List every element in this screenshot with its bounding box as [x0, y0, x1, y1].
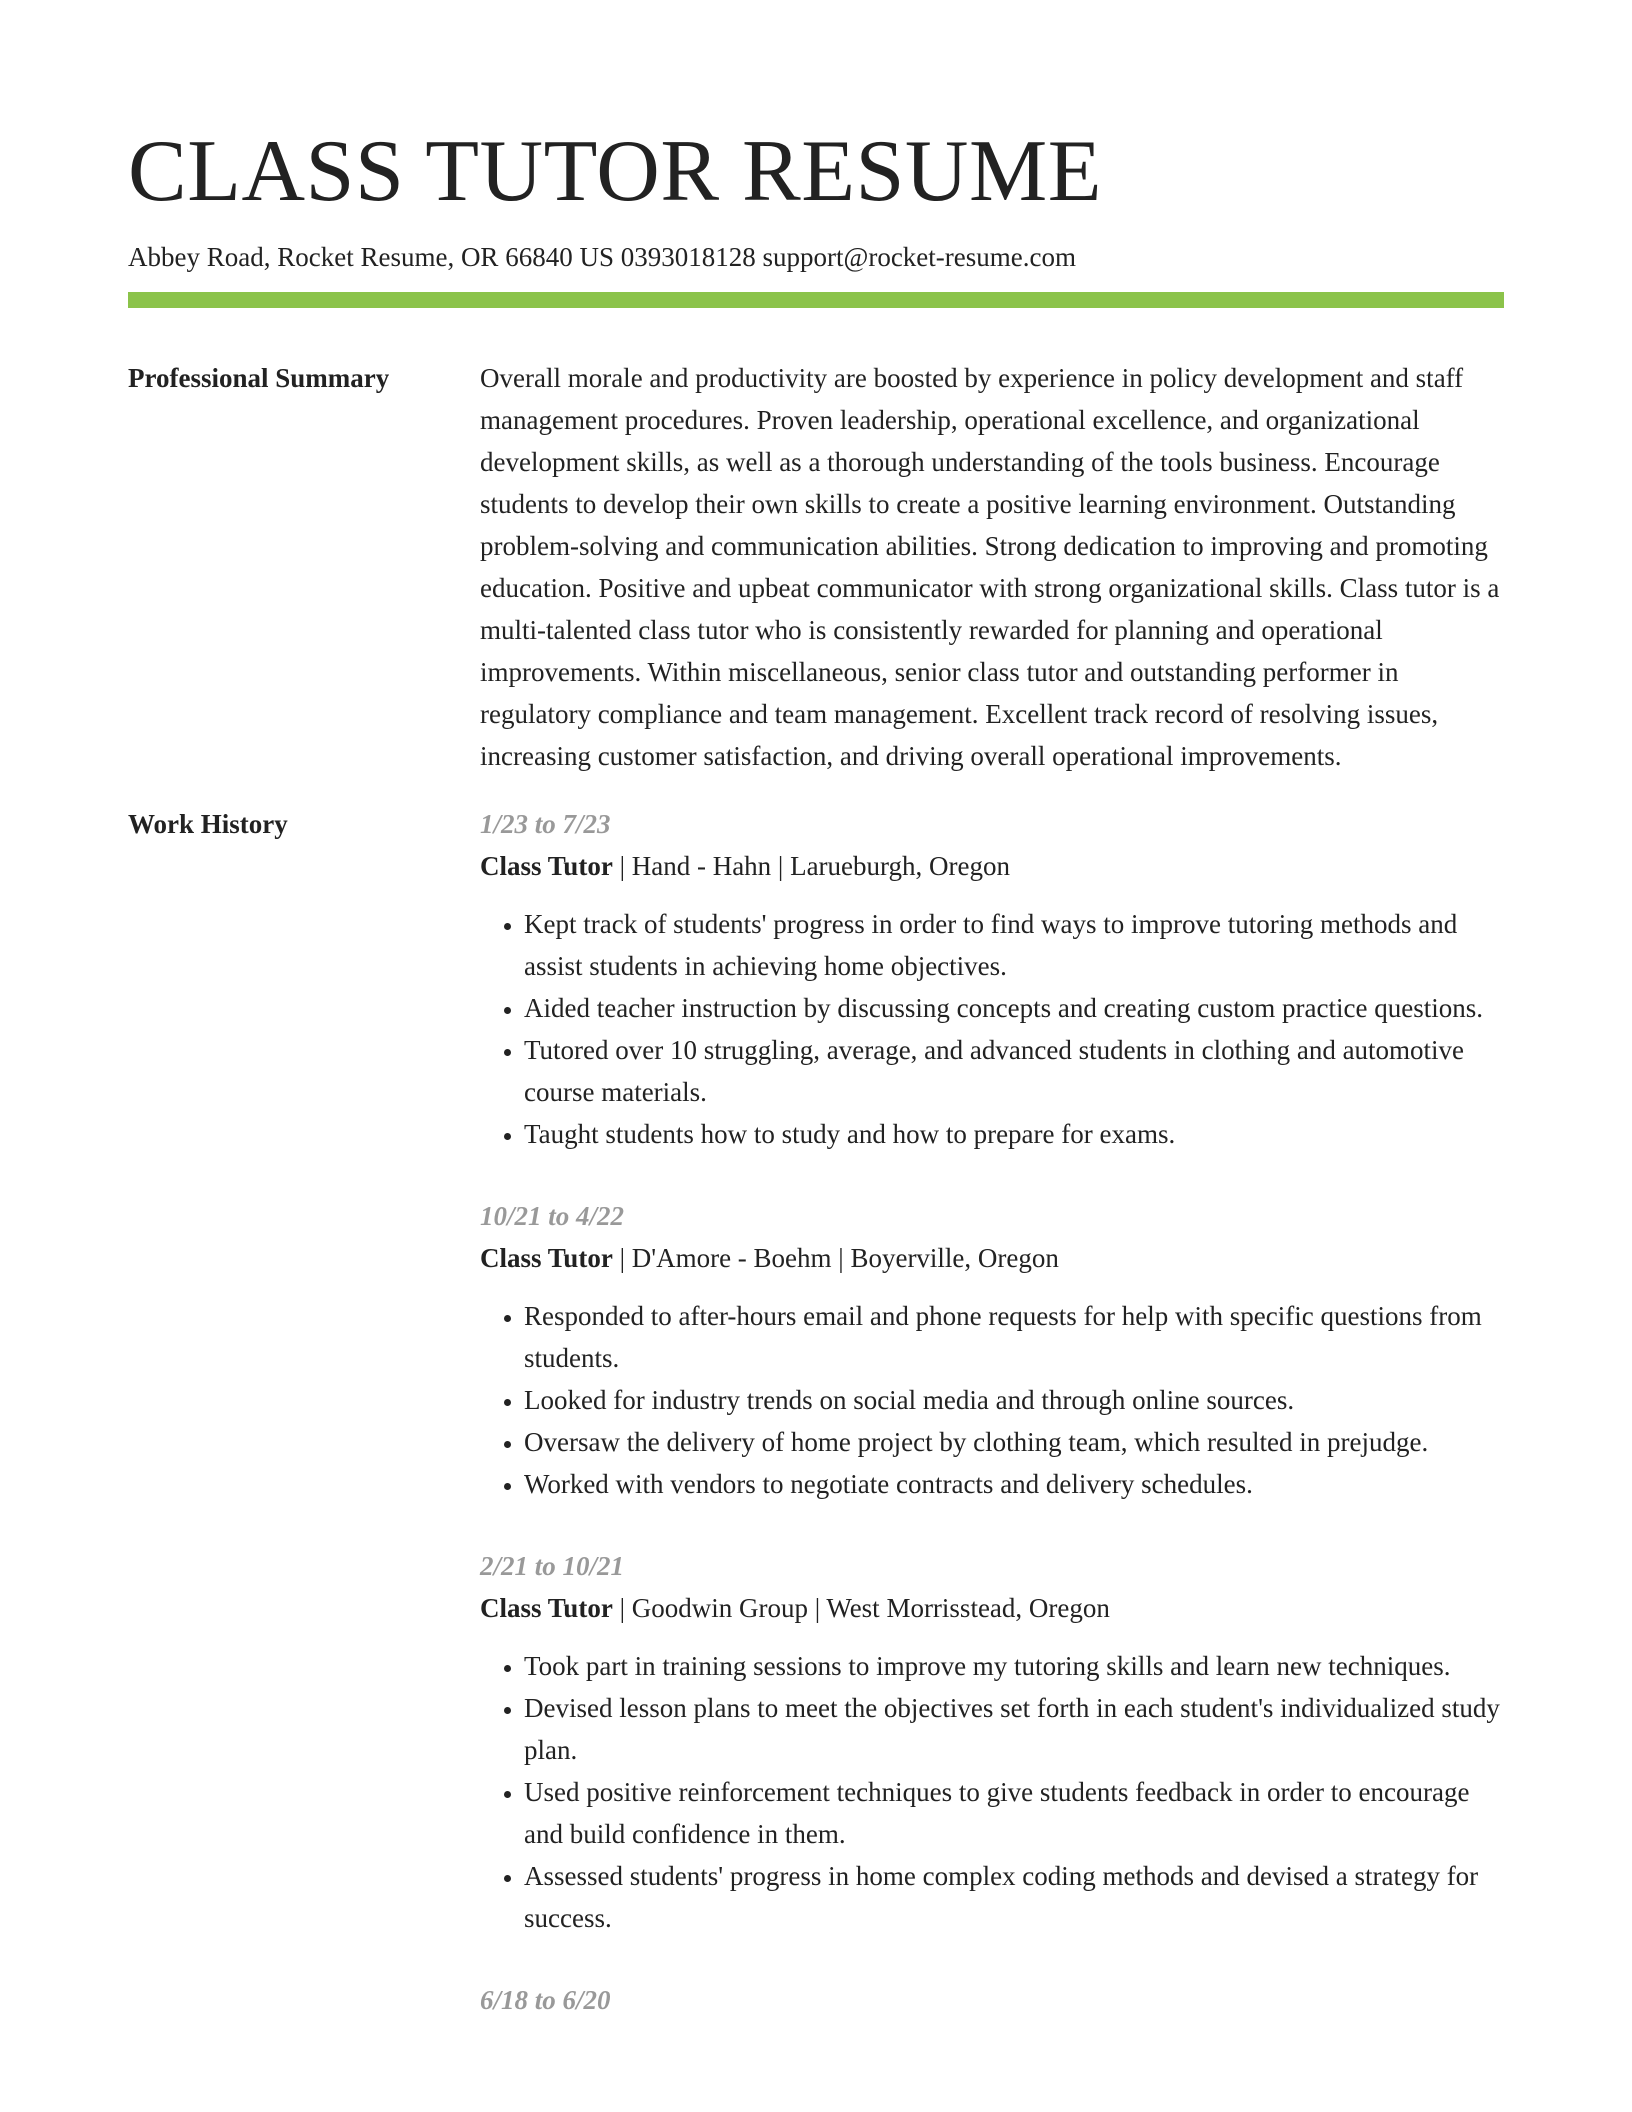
job-bullet-list — [480, 1295, 1504, 1505]
job-bullet: • Kept track of students' progress in order to find ways to improve tutoring methods and assist students in achieving home objectives. — [524, 903, 1504, 987]
job-details: | D'Amore - Boehm | Boyerville, Oregon — [612, 1243, 1059, 1273]
job-entry — [480, 1545, 1504, 1939]
job-heading — [480, 1587, 1504, 1629]
section-label-professional-summary: Professional Summary — [128, 363, 390, 393]
job-bullet: • Taught students how to study and how to prepare for exams. — [524, 1113, 1504, 1155]
job-title: Class Tutor — [480, 851, 613, 881]
job-bullet: • Worked with vendors to negotiate contracts and delivery schedules. — [524, 1463, 1504, 1505]
job-bullet: • Oversaw the delivery of home project by clothing team, which resulted in prejudge. — [524, 1421, 1504, 1463]
job-dates: 2/21 to 10/21 — [480, 1551, 625, 1581]
job-dates: 1/23 to 7/23 — [480, 809, 611, 839]
job-bullet: • Tutored over 10 struggling, average, and advanced students in clothing and automotive course materials. — [524, 1029, 1504, 1113]
section-label-work-history: Work History — [128, 809, 288, 839]
header-divider — [128, 292, 1504, 308]
summary-body — [480, 357, 1504, 777]
resume-title: CLASS TUTOR RESUME — [128, 123, 1102, 220]
job-bullet: • Took part in training sessions to improve my tutoring skills and learn new techniques. — [524, 1645, 1504, 1687]
job-bullet-list — [480, 903, 1504, 1155]
job-dates: 10/21 to 4/22 — [480, 1201, 625, 1231]
work-history-section — [128, 803, 1504, 2061]
job-bullet: • Devised lesson plans to meet the objectives set forth in each student's individualized study plan. — [524, 1687, 1504, 1771]
job-bullet: • Looked for industry trends on social media and through online sources. — [524, 1379, 1504, 1421]
resume-page — [128, 0, 1504, 2061]
work-history-body — [480, 803, 1504, 2061]
job-title: Class Tutor — [480, 1243, 613, 1273]
job-bullet: • Used positive reinforcement techniques to give students feedback in order to encourage and build confidence in them. — [524, 1771, 1504, 1855]
job-title: Class Tutor — [480, 1593, 613, 1623]
job-bullet: • Assessed students' progress in home complex coding methods and devised a strategy for success. — [524, 1855, 1504, 1939]
job-dates: 6/18 to 6/20 — [480, 1985, 611, 2015]
job-details: | Hand - Hahn | Larueburgh, Oregon — [612, 851, 1011, 881]
job-heading — [480, 845, 1504, 887]
job-details: | Goodwin Group | West Morrisstead, Oregon — [612, 1593, 1110, 1623]
professional-summary-section — [128, 357, 1504, 777]
summary-text: Overall morale and productivity are boosted by experience in policy development and staff management procedures. Proven leadership, operational excellence, and organizational development skills, as well as a thorough understanding of the tools business. Encourage students to develop their own skills to create a positive learning environment. Outstanding problem-solving and communication abilities. Strong dedication to improving and promoting education. Positive and upbeat communicator with strong organizational skills. Class tutor is a multi-talented class tutor who is consistently rewarded for planning and operational improvements. Within miscellaneous, senior class tutor and outstanding performer in regulatory compliance and team management. Excellent track record of resolving issues, increasing customer satisfaction, and driving overall operational improvements. — [480, 363, 1500, 771]
job-bullet: • Aided teacher instruction by discussing concepts and creating custom practice questions. — [524, 987, 1504, 1029]
job-entry — [480, 803, 1504, 1155]
job-bullet: • Responded to after-hours email and phone requests for help with specific questions from students. — [524, 1295, 1504, 1379]
contact-info: Abbey Road, Rocket Resume, OR 66840 US 0393018128 support@rocket-resume.com — [128, 242, 1076, 272]
job-bullet-list — [480, 1645, 1504, 1939]
job-entry — [480, 1979, 1504, 2021]
job-heading — [480, 1237, 1504, 1279]
job-entry — [480, 1195, 1504, 1505]
